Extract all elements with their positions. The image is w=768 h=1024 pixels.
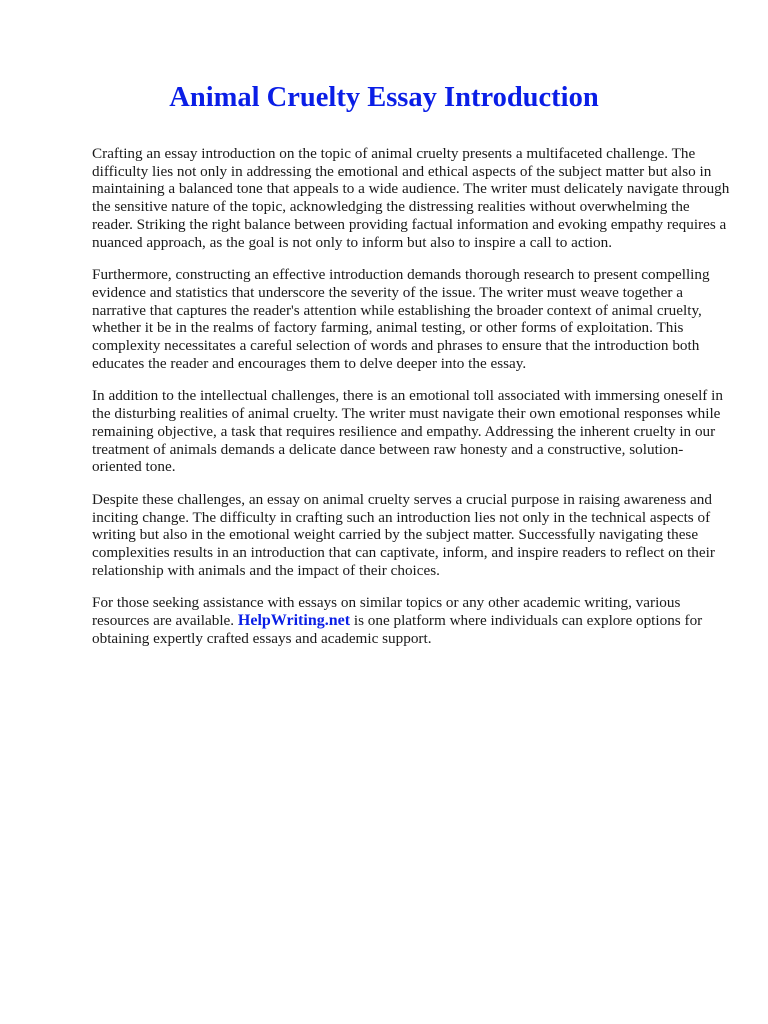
paragraph-3: In addition to the intellectual challenges, there is an emotional toll associated with immersing oneself in the disturbing realities of animal cruelty. The writer must navigate their own emotional responses while remaining objective, a task that requires resilience and empathy. Addressing the inherent cruelty in our treatment of animals demands a delicate dance between raw honesty and a constructive, solution-oriented tone. xyxy=(92,387,723,476)
paragraph-2: Furthermore, constructing an effective introduction demands thorough research to present compelling evidence and statistics that underscore the severity of the issue. The writer must weave together a narrative that captures the reader's attention while establishing the broader context of animal cruelty, whether it be in the realms of factory farming, animal testing, or other forms of exploitation. This complexity necessitates a careful selection of words and phrases to ensure that the introduction both educates the reader and encourages them to delve deeper into the essay. xyxy=(92,266,710,372)
paragraph-4: Despite these challenges, an essay on animal cruelty serves a crucial purpose in raising awareness and inciting change. The difficulty in crafting such an introduction lies not only in the technical aspects of writing but also in the emotional weight carried by the subject matter. Successfully navigating these complexities results in an introduction that can captivate, inform, and inspire readers to reflect on their relationship with animals and the impact of their choices. xyxy=(92,490,715,579)
closing-text-before-link: For those seeking assistance with essays on similar topics or any other academic writing, various resources are available. xyxy=(92,594,681,630)
paragraph-1: Crafting an essay introduction on the topic of animal cruelty presents a multifaceted challenge. The difficulty lies not only in addressing the emotional and ethical aspects of the subject matter but also in maintaining a balanced tone that appeals to a wide audience. The writer must delicately navigate through the sensitive nature of the topic, acknowledging the distressing realities without overwhelming the reader. Striking the right balance between providing factual information and evoking empathy requires a nuanced approach, as the goal is not only to inform but also to inspire a call to action. xyxy=(92,145,730,251)
closing-text-after-link: is one platform where individuals can explore options for obtaining expertly crafted essays and academic support. xyxy=(92,612,703,647)
document-body xyxy=(92,145,732,663)
closing-paragraph xyxy=(92,594,732,647)
page-title: Animal Cruelty Essay Introduction xyxy=(169,82,599,113)
helpwriting-link[interactable]: HelpWriting.net xyxy=(237,612,351,630)
